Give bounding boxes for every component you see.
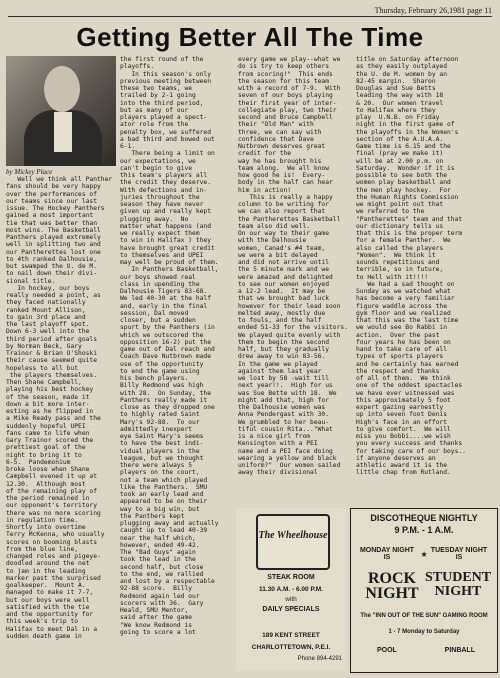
wheelhouse-logo-text: The Wheelhouse bbox=[258, 530, 328, 541]
rock-night-label: ROCK NIGHT bbox=[365, 570, 419, 602]
pinball-label: PINBALL bbox=[444, 647, 475, 654]
header-rule bbox=[8, 16, 492, 17]
gaming-room-label: The "INN OUT OF THE SUN" GAMING ROOM bbox=[360, 613, 488, 619]
article-title: Getting Better All The Time bbox=[76, 22, 424, 52]
with-label: with bbox=[285, 596, 297, 603]
wheelhouse-logo bbox=[256, 514, 330, 570]
wheelhouse-ad bbox=[236, 508, 346, 671]
monday-label: MONDAY NIGHT IS bbox=[359, 547, 415, 561]
photo-head-shape bbox=[44, 66, 80, 112]
tuesday-label: TUESDAY NIGHT IS bbox=[430, 547, 488, 561]
photo-shirt-shape bbox=[54, 112, 72, 152]
page-header bbox=[0, 4, 500, 16]
discotheque-hours: 9 P.M. - 1 A.M. bbox=[394, 525, 454, 535]
discotheque-heading: DISCOTHEQUE NIGHTLY bbox=[370, 513, 478, 523]
article-column-2: the first round of the playoffs. In this season's only previous meeting between these two teams, we trailed by 2-1 going into the third period, but as many of our players played a spect- ator role from the penalty box, we suffered a bad third and bowed out 6-1. There being a limit on our expectations, we can't begin to give this team's players all the credit they deserve. With defections and in- juries throughout the season they have never given up and really kept plugging away. No matter what happens (and we really expect them to win in Halifax ) they have brought great credit to themselves and UPEI may well be proud of them. In Panthers Basketball, our boys showed real class in upending the Dalhousie Tigers 83-68. We led 40-30 at the half and, early in the final session, Dal moved closer, but a sudden spurt by the Panthers (in which we outscored the opposition 16-2) put the game out of Dal reach and Coach Dave Nutbrown made use of the opportunity to end the game using his bench players. Billy Redmond was high with 28. On Sunday, the Panthers really made it close as they dropped one to highly rated Saint Mary's 92-88. To our admittedly inexpert eye Saint Mary's seems to have the best indi- vidual players in the league, but we thought there were always 5 players on the court, not a team which played like the Panthers. SMU took an early lead and appeared to be on their way to a big win, but the Panthers kept plugging away and actually caught up to lead 40-39 near the half which, however, ended 49-42. The "Bad Guys" again took the lead in the second half, but close to the end, we rallied and lost by a respectable 92-88 score. Billy Redmond again led our scorers with 36. Gary Heald, SMU Mentor, said after the game "We know Redmond is going to score a lot bbox=[120, 56, 219, 636]
star-icon: ★ bbox=[420, 547, 428, 560]
ad-city: CHARLOTTETOWN, P.E.I. bbox=[251, 644, 331, 651]
pool-label: POOL bbox=[377, 647, 397, 654]
student-night-label: STUDENT NIGHT bbox=[425, 570, 492, 599]
discotheque-ad bbox=[350, 508, 498, 673]
gaming-room-hours: 1 - 7 Monday to Saturday bbox=[388, 629, 460, 635]
article-column-3: every game we play--what we do is try to keep others from scoring!" This ends the season for this team with a record of 7-9. With seven of our boys playing their first year of inter- collegiate play, two their second and Bruce Campbell their "Old Man" with three, we can say with confidence that Dave Nutbrown deserves great credit for the way he has brought his team along. We all know how good he is! Every- body in the half can hear him in action! This is really a happy column to be writing for we can also report that the Pantherettes Basketball team also did well. On our way to their game with the Dalhousie women, Canad's #4 team, we were a bit delayed and did not arrive until the 5 minute mark and we were amazed and delighted to see our women enjoyed a 12-2 lead. It may be that we brought bad luck however for their lead soon melted away, mostly due to fouls, and the half ended 51-33 for the visitors. We played quite evenly with them to begin the second half, but they gradually drew away to win 83-56. In the game we played against them last year we lost by 58 -wait till next year!!. High for us was Sue Bette with 18. We might add that, high for the Dalhousie women was Anna Pendergast with 30. We grumbled to her beau- tiful cousin Rita..."What is a nice girl from Kensington with a PEI name and a PEI face doing wearing a yellow and black uniform?" Our women sailed away their divisional bbox=[238, 56, 348, 477]
article-column-1: Well we think all Panther fans should be very happy over the performances of our teams since our last issue. The Hockey Panthers gained a most important tie that was better than most wins. The Basketball Panthers played extremely well in splitting two and our Pantherettes lost one to 4th ranked Dalhousie, but swamped the U. de M. to nail down their divi- sional title. In hockey, our boys really needed a point, as they faced nationally ranked Mount Allison, to gain 3rd place and the last playoff spot. Down 6-3 well into the third period after goals by Norman Beck, Gary Trainor & Brian O'Shoski their cause seemed quite hopeless to all but the players themselves. Then Shane Campbell, playing his best hockey of the season, made it down a bit more inter- esting as he flipped in a Mike Ready pass and the suddenly hopeful UPEI fans came to life when Gary Trainor scored the prettiest goal of the night to bring it to 6-5. Pandemonium broke loose when Shane Campbell evened it up at 12.30. Although most of the remaining play of the period remained in our opponent's territory there was no more scoring in regulation time. Shortly into overtime Terry McKenna, who usually scores on booming blasts from the blue line, changed roles and pigeye- doodled around the net to jam in the leading marker past the surprised goalkeeper. Mount A. managed to make it 7-7, but our boys were well satisfied with the tie and the opportunity for this week's trip to Halifax to meet Dal in a sudden death game in bbox=[6, 176, 113, 640]
dateline: Thursday, February 26,1981 page 11 bbox=[374, 6, 492, 15]
photo-caption: by Mickey Place bbox=[6, 168, 53, 176]
ad-phone: Phone 894-4291 bbox=[297, 656, 342, 662]
steak-room-hours: 11.30 A.M. - 6.00 P.M. bbox=[259, 586, 323, 593]
daily-specials-label: DAILY SPECIALS bbox=[262, 606, 320, 613]
article-column-4: title on Saturday afternoon as they easily outplayed the U. de M. women by an 82-45 margin. Sharon Douglas and Sue Betts leading the way with 18 & 20. Our women travel to Halifax where they play U.N.B. on Friday night in the first game of the playoffs in the Women's section of the A.U.A.A. Game time is 6.15 and the final (pray we make it) will be at 2.00 p.m. on Saturday. Wonder if it is possible to see both the women play basketball and the men play hockey. For the Human Rights Commission we might point out that we referred to the "Pantherettes" team and that our dictionary tells us that this is the proper term for a female Panther. We also called the players "Women". We think it sounds repetitious and terrible, so in future, to Hell with it!!!! We had a sad thought on Sunday as we watched what has become a very familiar figure waddle across the gym floor and we realized that this was the last time we would see Bo Rabbi in action. Over the past four years he has been on hand to take care of all types of sports players and he certainly has earned the respect and thanks of all of them. We think one of the oddest spectacles we have ever witnessed was this approximately 5 foot expert gazing earnestly up into seven foot Denis High's face in an effort to give comfort. We will miss you Bobbi....we wish you every success and thanks for taking care of our boys.. if anyone deserves an athletic award it is the little chap from Rutland. bbox=[356, 56, 466, 477]
steak-room-label: STEAK ROOM bbox=[267, 574, 315, 581]
ad-address: 189 KENT STREET bbox=[262, 632, 320, 639]
author-photo bbox=[6, 56, 116, 166]
